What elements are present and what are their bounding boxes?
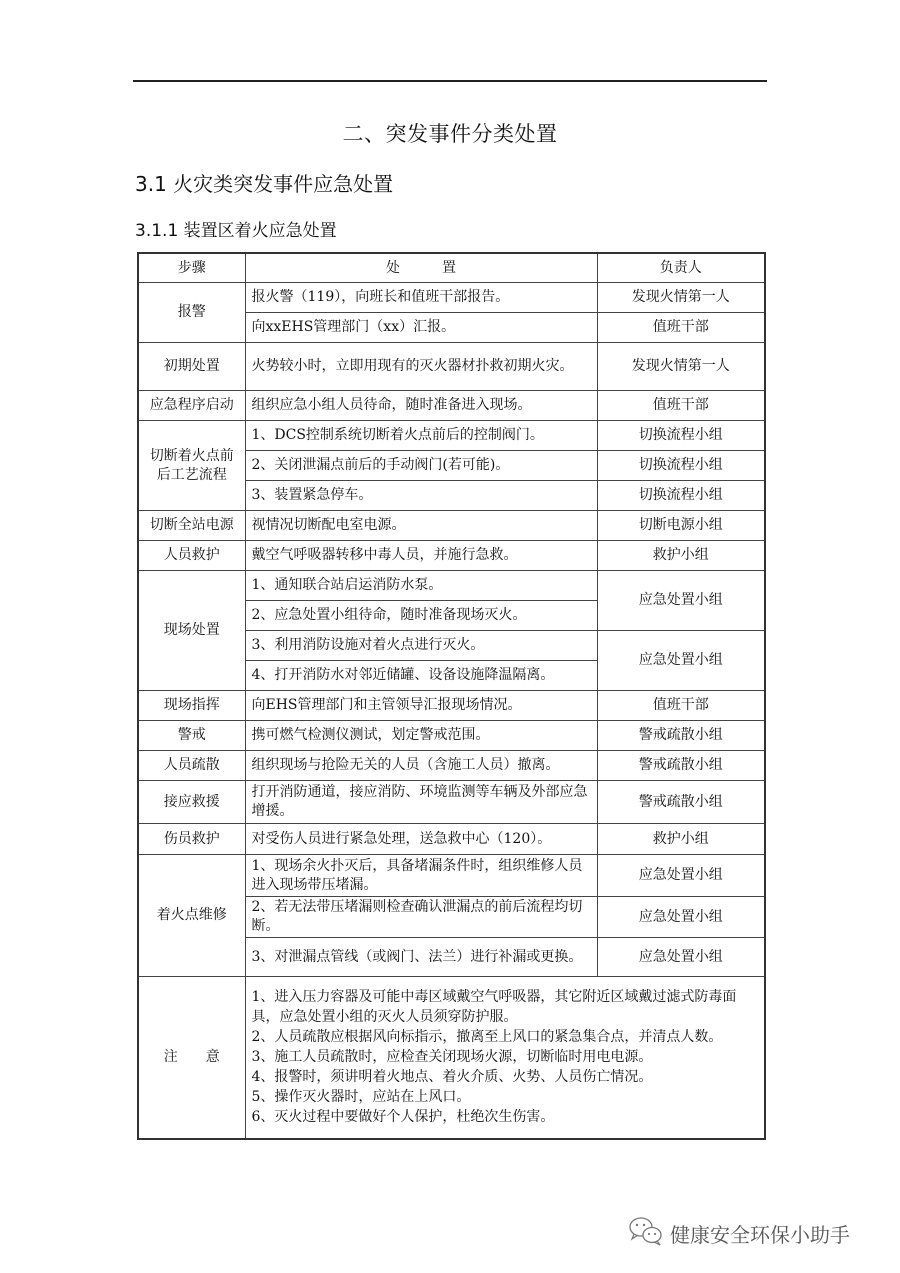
emergency-procedure-table (137, 252, 766, 1140)
action-cell: 组织现场与抢险无关的人员（含施工人员）撤离。 (245, 751, 597, 781)
step-cell: 人员救护 (138, 541, 245, 571)
table-row (138, 691, 765, 721)
owner-cell: 发现火情第一人 (597, 283, 765, 313)
note-item: 4、报警时，须讲明着火地点、着火介质、火势、人员伤亡情况。 (251, 1069, 653, 1086)
step-cell: 切断全站电源 (138, 511, 245, 541)
table-row (138, 541, 765, 571)
table-row (138, 511, 765, 541)
chapter-title: 二、突发事件分类处置 (342, 122, 558, 146)
header-rule (133, 80, 767, 82)
header-owner: 负责人 (597, 253, 765, 283)
wechat-icon (628, 1216, 664, 1251)
step-cell: 现场处置 (138, 571, 245, 691)
step-cell: 应急程序启动 (138, 391, 245, 421)
notes-cell (245, 977, 765, 1139)
table-row (138, 824, 765, 855)
action-cell: 对受伤人员进行紧急处理，送急救中心（120）。 (245, 824, 597, 855)
table-row (138, 343, 765, 391)
note-item: 1、进入压力容器及可能中毒区域戴空气呼吸器，其它附近区域戴过滤式防毒面具，应急处置小组的灭火人员须穿防护服。 (251, 989, 737, 1026)
owner-cell: 应急处置小组 (597, 855, 765, 897)
owner-cell: 切换流程小组 (597, 451, 765, 481)
action-cell: 2、关闭泄漏点前后的手动阀门(若可能)。 (245, 451, 597, 481)
owner-cell: 应急处置小组 (597, 571, 765, 631)
step-cell: 报警 (138, 283, 245, 343)
owner-cell: 警戒疏散小组 (597, 751, 765, 781)
action-cell: 1、现场余火扑灭后，具备堵漏条件时，组织维修人员进入现场带压堵漏。 (245, 855, 597, 897)
owner-cell: 切换流程小组 (597, 421, 765, 451)
action-cell: 向xxEHS管理部门（xx）汇报。 (245, 313, 597, 343)
step-cell: 初期处置 (138, 343, 245, 391)
table-row (138, 571, 765, 601)
notes-row (138, 977, 765, 1139)
action-cell: 2、若无法带压堵漏则检查确认泄漏点的前后流程均切断。 (245, 897, 597, 938)
action-cell: 4、打开消防水对邻近储罐、设备设施降温隔离。 (245, 661, 597, 691)
owner-cell: 应急处置小组 (597, 938, 765, 977)
table-row (138, 283, 765, 313)
watermark-text: 健康安全环保小助手 (670, 1223, 850, 1247)
table-row (138, 391, 765, 421)
header-step: 步骤 (138, 253, 245, 283)
action-cell: 视情况切断配电室电源。 (245, 511, 597, 541)
owner-cell: 应急处置小组 (597, 631, 765, 691)
action-cell: 火势较小时，立即用现有的灭火器材扑救初期火灾。 (245, 343, 597, 391)
table-row (138, 751, 765, 781)
owner-cell: 切换流程小组 (597, 481, 765, 511)
step-cell: 接应救援 (138, 781, 245, 824)
owner-cell: 发现火情第一人 (597, 343, 765, 391)
action-cell: 携可燃气检测仪测试，划定警戒范围。 (245, 721, 597, 751)
owner-cell: 警戒疏散小组 (597, 781, 765, 824)
table-header-row (138, 253, 765, 283)
note-item: 3、施工人员疏散时，应检查关闭现场火源，切断临时用电电源。 (251, 1049, 653, 1066)
action-cell: 3、利用消防设施对着火点进行灭火。 (245, 631, 597, 661)
owner-cell: 值班干部 (597, 691, 765, 721)
action-cell: 打开消防通道，接应消防、环境监测等车辆及外部应急增援。 (245, 781, 597, 824)
owner-cell: 应急处置小组 (597, 897, 765, 938)
step-cell: 着火点维修 (138, 855, 245, 977)
notes-label: 注 意 (138, 977, 245, 1139)
action-cell: 向EHS管理部门和主管领导汇报现场情况。 (245, 691, 597, 721)
owner-cell: 警戒疏散小组 (597, 721, 765, 751)
action-cell: 报火警（119），向班长和值班干部报告。 (245, 283, 597, 313)
owner-cell: 救护小组 (597, 824, 765, 855)
action-cell: 戴空气呼吸器转移中毒人员，并施行急救。 (245, 541, 597, 571)
step-cell: 现场指挥 (138, 691, 245, 721)
action-cell: 2、应急处置小组待命，随时准备现场灭火。 (245, 601, 597, 631)
section-title: 3.1 火灾类突发事件应急处置 (135, 172, 394, 196)
subsection-title: 3.1.1 装置区着火应急处置 (135, 221, 337, 241)
action-cell: 3、对泄漏点管线（或阀门、法兰）进行补漏或更换。 (245, 938, 597, 977)
table-row (138, 781, 765, 824)
owner-cell: 救护小组 (597, 541, 765, 571)
step-cell: 人员疏散 (138, 751, 245, 781)
header-action: 处 置 (245, 253, 597, 283)
note-item: 6、灭火过程中要做好个人保护，杜绝次生伤害。 (251, 1109, 555, 1126)
table-row (138, 421, 765, 451)
action-cell: 组织应急小组人员待命，随时准备进入现场。 (245, 391, 597, 421)
owner-cell: 切断电源小组 (597, 511, 765, 541)
table-row (138, 721, 765, 751)
watermark (628, 1216, 850, 1251)
step-cell: 警戒 (138, 721, 245, 751)
action-cell: 3、装置紧急停车。 (245, 481, 597, 511)
action-cell: 1、DCS控制系统切断着火点前后的控制阀门。 (245, 421, 597, 451)
note-item: 2、人员疏散应根据风向标指示，撤离至上风口的紧急集合点，并清点人数。 (251, 1029, 723, 1046)
owner-cell: 值班干部 (597, 391, 765, 421)
note-item: 5、操作灭火器时，应站在上风口。 (251, 1089, 471, 1106)
action-cell: 1、通知联合站启运消防水泵。 (245, 571, 597, 601)
table-row (138, 855, 765, 897)
step-cell: 切断着火点前后工艺流程 (138, 421, 245, 511)
owner-cell: 值班干部 (597, 313, 765, 343)
step-cell: 伤员救护 (138, 824, 245, 855)
